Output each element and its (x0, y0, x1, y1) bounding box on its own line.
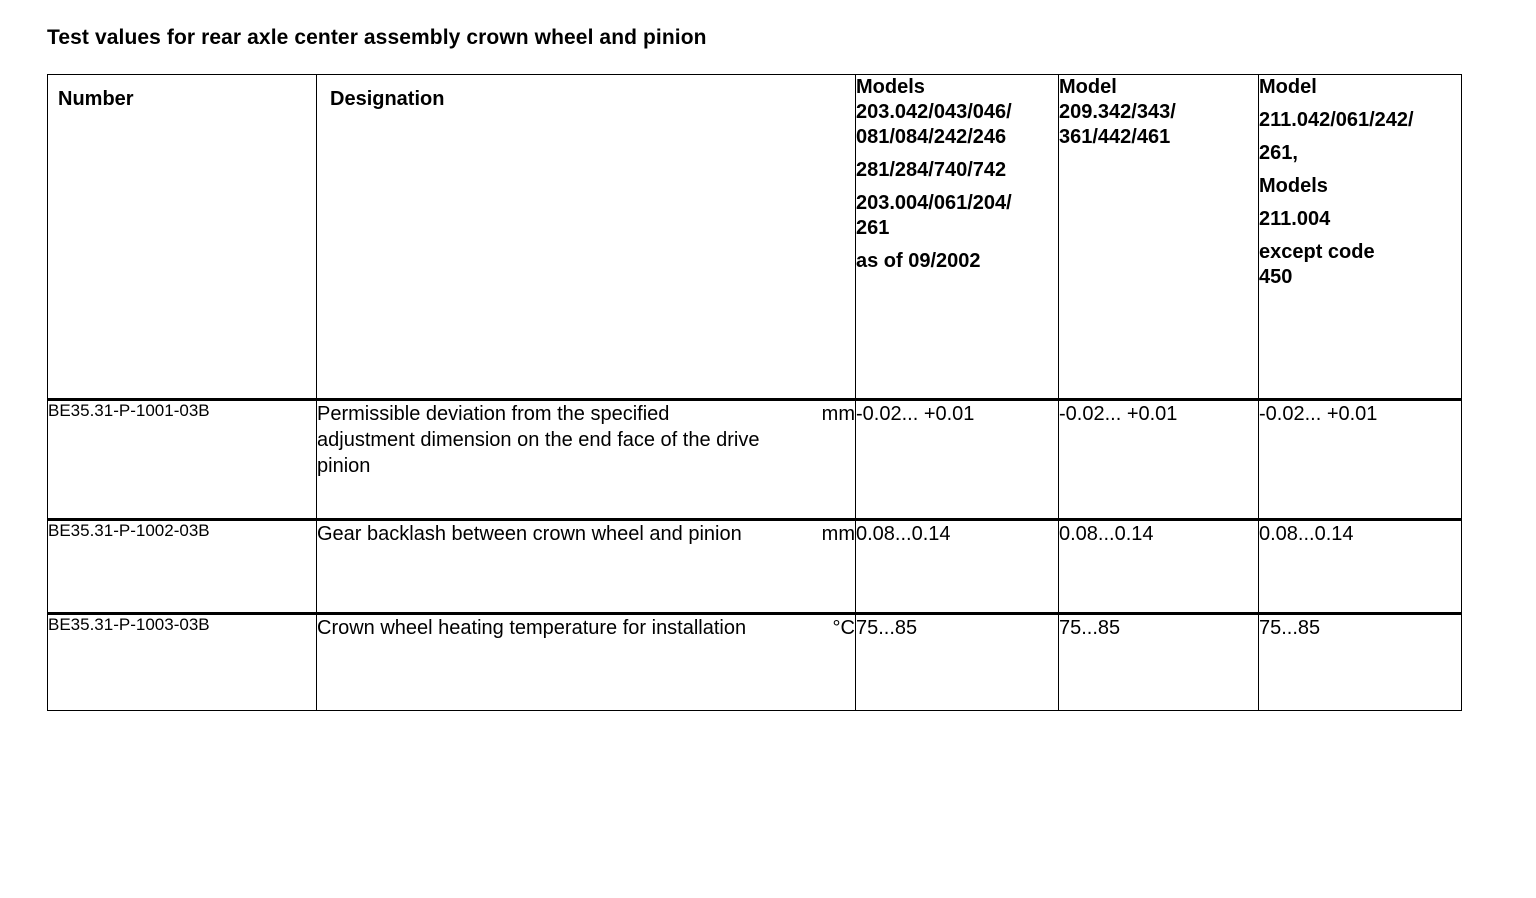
row-unit: mm (821, 523, 855, 545)
model-line: 211.042/061/242/ (1259, 109, 1414, 131)
model-line: 261, (1259, 142, 1298, 164)
row-value: 75...85 (1059, 614, 1259, 711)
row-value: -0.02... +0.01 (1259, 400, 1462, 520)
row-unit: mm (821, 403, 855, 425)
row-value: -0.02... +0.01 (856, 400, 1059, 520)
model-line: Model (1259, 76, 1317, 98)
model-line: except code (1259, 241, 1375, 263)
model-line: 281/284/740/742 (856, 159, 1007, 181)
row-value: 0.08...0.14 (856, 520, 1059, 614)
model-line: 203.004/061/204/ (856, 192, 1012, 214)
row-designation-cell (317, 520, 856, 614)
model-line: Model (1059, 76, 1117, 98)
row-value: 75...85 (856, 614, 1059, 711)
model-line: 203.042/043/046/ (856, 101, 1012, 123)
test-values-table (47, 74, 1462, 711)
header-cell-model-211 (1259, 75, 1462, 400)
model-line: 211.004 (1259, 208, 1331, 230)
table-row (48, 400, 1462, 520)
document-title: Test values for rear axle center assembly crown wheel and pinion (47, 26, 707, 49)
model-line: 209.342/343/ (1059, 101, 1176, 123)
row-designation-cell (317, 614, 856, 711)
row-value: 0.08...0.14 (1259, 520, 1462, 614)
header-cell-models-203 (856, 75, 1059, 400)
row-designation: Crown wheel heating temperature for installation (317, 617, 747, 639)
row-value: 0.08...0.14 (1059, 520, 1259, 614)
model-line: as of 09/2002 (856, 250, 981, 272)
header-designation-label: Designation (330, 88, 445, 110)
row-number: BE35.31-P-1003-03B (48, 614, 317, 711)
row-number: BE35.31-P-1001-03B (48, 400, 317, 520)
row-unit: °C (832, 617, 855, 639)
header-cell-number (48, 75, 317, 400)
table-row (48, 614, 1462, 711)
model-line: 450 (1259, 266, 1293, 288)
row-designation: Permissible deviation from the specified adjustment dimension on the end face of the drive pinion (317, 403, 760, 477)
model-line: Models (856, 76, 925, 98)
row-value: -0.02... +0.01 (1059, 400, 1259, 520)
header-cell-designation (317, 75, 856, 400)
header-cell-model-209 (1059, 75, 1259, 400)
row-value: 75...85 (1259, 614, 1462, 711)
row-designation-cell (317, 400, 856, 520)
model-line: 081/084/242/246 (856, 126, 1007, 148)
model-line: 261 (856, 217, 890, 239)
header-number-label: Number (58, 88, 134, 110)
model-line: Models (1259, 175, 1328, 197)
table-row (48, 520, 1462, 614)
model-line: 361/442/461 (1059, 126, 1171, 148)
table-header-row (48, 75, 1462, 400)
row-designation: Gear backlash between crown wheel and pinion (317, 523, 742, 545)
row-number: BE35.31-P-1002-03B (48, 520, 317, 614)
